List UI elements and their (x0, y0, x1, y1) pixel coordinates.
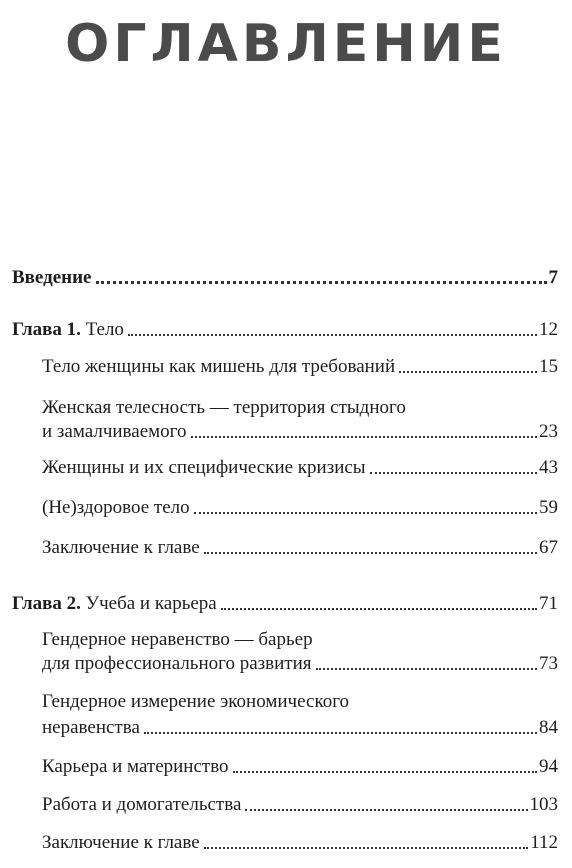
page-title: ОГЛАВЛЕНИЕ (65, 14, 507, 74)
chapter-name: Тело (85, 319, 124, 340)
toc-section[interactable] (42, 420, 558, 444)
toc-entry-intro[interactable] (12, 266, 558, 290)
toc-entry-page: 15 (539, 356, 558, 377)
dot-leader (316, 668, 538, 670)
toc-entry-page: 59 (539, 497, 558, 518)
toc-section[interactable] (42, 652, 558, 676)
toc-section[interactable] (42, 355, 558, 379)
toc-entry-page: 94 (539, 756, 558, 777)
toc-section-label: (Не)здоровое тело (42, 497, 190, 518)
toc-entry-label: Введение (12, 267, 92, 288)
dot-leader (191, 436, 538, 438)
dot-leader (221, 608, 537, 610)
toc-section-label: Заключение к главе (42, 537, 200, 558)
toc-section-label: неравенства (42, 717, 140, 738)
toc-chapter-1[interactable] (12, 318, 558, 342)
dot-leader (128, 334, 537, 336)
toc-chapter-label (12, 318, 124, 342)
dot-leader (233, 771, 537, 773)
toc-section[interactable] (42, 755, 558, 779)
toc-section[interactable] (42, 536, 558, 560)
toc-section-label: Карьера и материнство (42, 756, 229, 777)
toc-entry-page: 84 (539, 717, 558, 738)
toc-section-label: Тело женщины как мишень для требований (42, 356, 396, 377)
dot-leader (96, 281, 547, 284)
toc-section[interactable] (42, 831, 558, 855)
toc-section[interactable] (42, 456, 558, 480)
toc-chapter-2[interactable] (12, 592, 558, 616)
dot-leader (399, 371, 537, 373)
toc-entry-page: 112 (530, 832, 558, 853)
dot-leader (245, 809, 527, 811)
toc-entry-page: 73 (539, 653, 558, 674)
toc-section-line1[interactable]: Гендерное неравенство — барьер (42, 629, 313, 650)
toc-section[interactable] (42, 716, 558, 740)
dot-leader (194, 512, 537, 514)
toc-section-label: и замалчиваемого (42, 421, 187, 442)
dot-leader (204, 847, 529, 849)
toc-entry-page: 7 (548, 267, 558, 288)
toc-entry-page: 103 (529, 794, 558, 815)
dot-leader (144, 732, 537, 734)
toc-section-line1[interactable]: Женская телесность — территория стыдного (42, 397, 406, 418)
toc-section-label: Заключение к главе (42, 832, 200, 853)
dot-leader (204, 552, 537, 554)
toc-section[interactable] (42, 793, 558, 817)
toc-section-label: для профессионального развития (42, 653, 312, 674)
toc-section-label: Работа и домогательства (42, 794, 242, 815)
chapter-prefix: Глава 1. (12, 319, 81, 340)
toc-section-line1[interactable]: Гендерное измерение экономического (42, 691, 350, 712)
chapter-name: Учеба и карьера (85, 593, 217, 614)
toc-entry-page: 12 (539, 319, 558, 340)
toc-entry-page: 71 (539, 593, 558, 614)
toc-section[interactable] (42, 496, 558, 520)
toc-chapter-label (12, 592, 217, 616)
chapter-prefix: Глава 2. (12, 593, 81, 614)
toc-entry-page: 43 (539, 457, 558, 478)
dot-leader (370, 472, 537, 474)
toc-entry-page: 67 (539, 537, 558, 558)
toc-entry-page: 23 (539, 421, 558, 442)
toc-section-label: Женщины и их специфические кризисы (42, 457, 366, 478)
